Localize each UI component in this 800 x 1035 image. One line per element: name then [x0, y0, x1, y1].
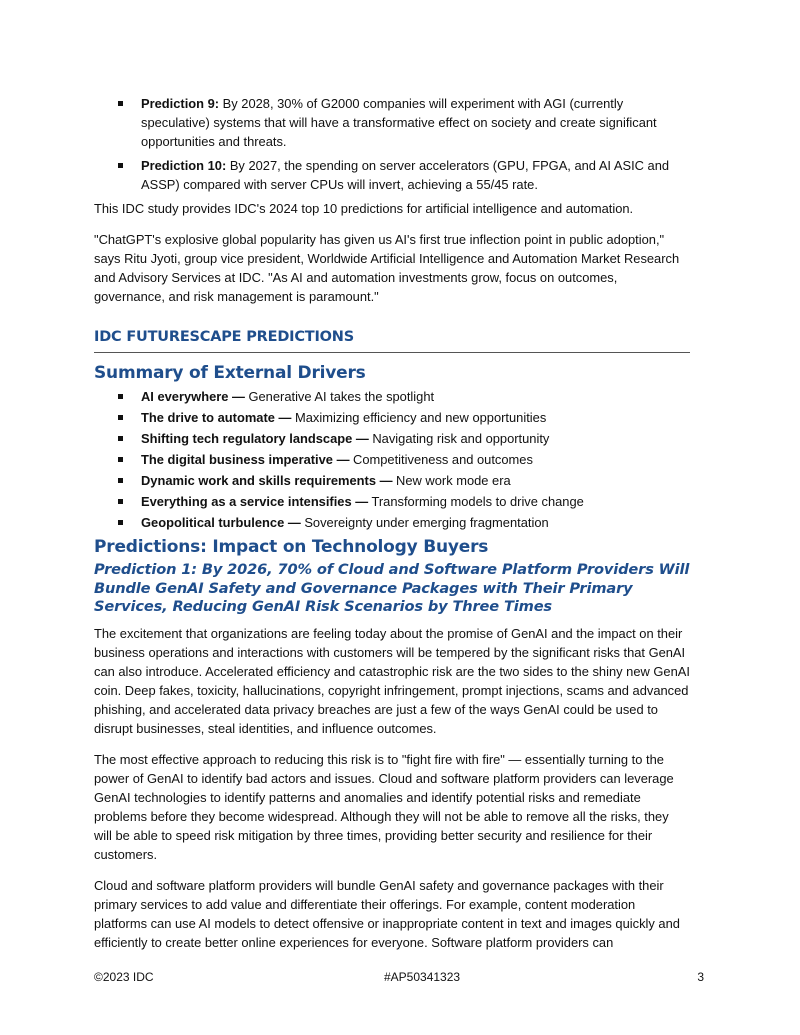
square-bullet-icon — [118, 436, 123, 441]
prediction-1-heading: Prediction 1: By 2026, 70% of Cloud and Software Platform Providers Will Bundle GenAI Safety and Governance Packages with Their Primary Services, Reducing GenAI Risk Scenarios by Three Times — [94, 561, 690, 615]
square-bullet-icon — [118, 394, 123, 399]
driver-text: Generative AI takes the spotlight — [244, 389, 435, 404]
driver-text: Maximizing efficiency and new opportunities — [291, 410, 547, 425]
list-item — [94, 94, 690, 151]
driver-text: New work mode era — [392, 473, 511, 488]
quote-paragraph: "ChatGPT's explosive global popularity has given us AI's first true inflection point in public adoption," says Ritu Jyoti, group vice president, Worldwide Artificial Intelligence and Automation Market Research and Advisory Services at IDC. "As AI and automation investments grow, focus on outcomes, governance, and risk management is paramount." — [94, 232, 680, 304]
list-item — [94, 492, 690, 511]
list-item — [94, 450, 690, 469]
body-paragraph: The excitement that organizations are feeling today about the promise of GenAI and the impact on their business operations and interactions with customers will be tempered by the significant risks that GenAI can also introduce. Accelerated efficiency and catastrophic risk are the two sides to the shiny new GenAI coin. Deep fakes, toxicity, hallucinations, copyright infringement, prompt injections, scams and advanced phishing, and accelerated data privacy breaches are just a few of the ways GenAI could be used to disrupt businesses, steal identities, and influence outcomes. — [94, 625, 690, 736]
section-heading: IDC FUTURESCAPE PREDICTIONS — [94, 329, 354, 345]
prediction-text: By 2027, the spending on server accelerators (GPU, FPGA, and AI ASIC and ASSP) compared with server CPUs will invert, achieving a 55/45 rate. — [141, 158, 670, 192]
impact-heading: Predictions: Impact on Technology Buyers — [94, 537, 489, 557]
driver-label: AI everywhere — — [141, 389, 245, 404]
body-paragraph: The most effective approach to reducing this risk is to "fight fire with fire" — essentially turning to the power of GenAI to identify bad actors and issues. Cloud and software platform providers can leverage GenAI technologies to identify patterns and anomalies and identify potential risks and remediate problems before they become widespread. Although they will not be able to remove all the risks, they will be able to speed risk mitigation by three times, providing better security and resilience for their customers. — [94, 751, 674, 862]
prediction-text: By 2028, 30% of G2000 companies will experiment with AGI (currently speculative) systems that will have a transformative effect on society and create significant opportunities and threats. — [141, 96, 657, 149]
predictions-list — [94, 94, 690, 194]
driver-label: Dynamic work and skills requirements — — [141, 473, 393, 488]
list-item — [94, 156, 690, 194]
prediction-label: Prediction 10: — [141, 158, 227, 173]
square-bullet-icon — [118, 163, 123, 168]
driver-label: Shifting tech regulatory landscape — — [141, 431, 369, 446]
body-paragraph: Cloud and software platform providers will bundle GenAI safety and governance packages with their primary services to add value and differentiate their offerings. For example, content moderation platforms can use AI models to detect offensive or inappropriate content in text and images quickly and efficiently to create better online experiences for everyone. Software platform providers can — [94, 877, 680, 950]
footer-page-number: 3 — [697, 970, 704, 984]
list-item — [94, 408, 690, 427]
list-item — [94, 429, 690, 448]
square-bullet-icon — [118, 101, 123, 106]
driver-text: Competitiveness and outcomes — [349, 452, 533, 467]
driver-label: The drive to automate — — [141, 410, 292, 425]
list-item — [94, 471, 690, 490]
driver-text: Transforming models to drive change — [368, 494, 584, 509]
footer-doc-id: #AP50341323 — [384, 970, 461, 984]
drivers-list — [94, 387, 690, 532]
driver-label: The digital business imperative — — [141, 452, 350, 467]
square-bullet-icon — [118, 520, 123, 525]
prediction-label: Prediction 9: — [141, 96, 220, 111]
drivers-heading: Summary of External Drivers — [94, 363, 366, 383]
square-bullet-icon — [118, 415, 123, 420]
page-content — [94, 94, 690, 952]
driver-text: Sovereignty under emerging fragmentation — [300, 515, 549, 530]
footer-copyright: ©2023 IDC — [94, 970, 154, 984]
intro-paragraph: This IDC study provides IDC's 2024 top 10 predictions for artificial intelligence and automation. — [94, 201, 634, 216]
square-bullet-icon — [118, 499, 123, 504]
square-bullet-icon — [118, 478, 123, 483]
square-bullet-icon — [118, 457, 123, 462]
driver-label: Everything as a service intensifies — — [141, 494, 369, 509]
driver-label: Geopolitical turbulence — — [141, 515, 301, 530]
list-item — [94, 387, 690, 406]
driver-text: Navigating risk and opportunity — [368, 431, 550, 446]
list-item — [94, 513, 690, 532]
